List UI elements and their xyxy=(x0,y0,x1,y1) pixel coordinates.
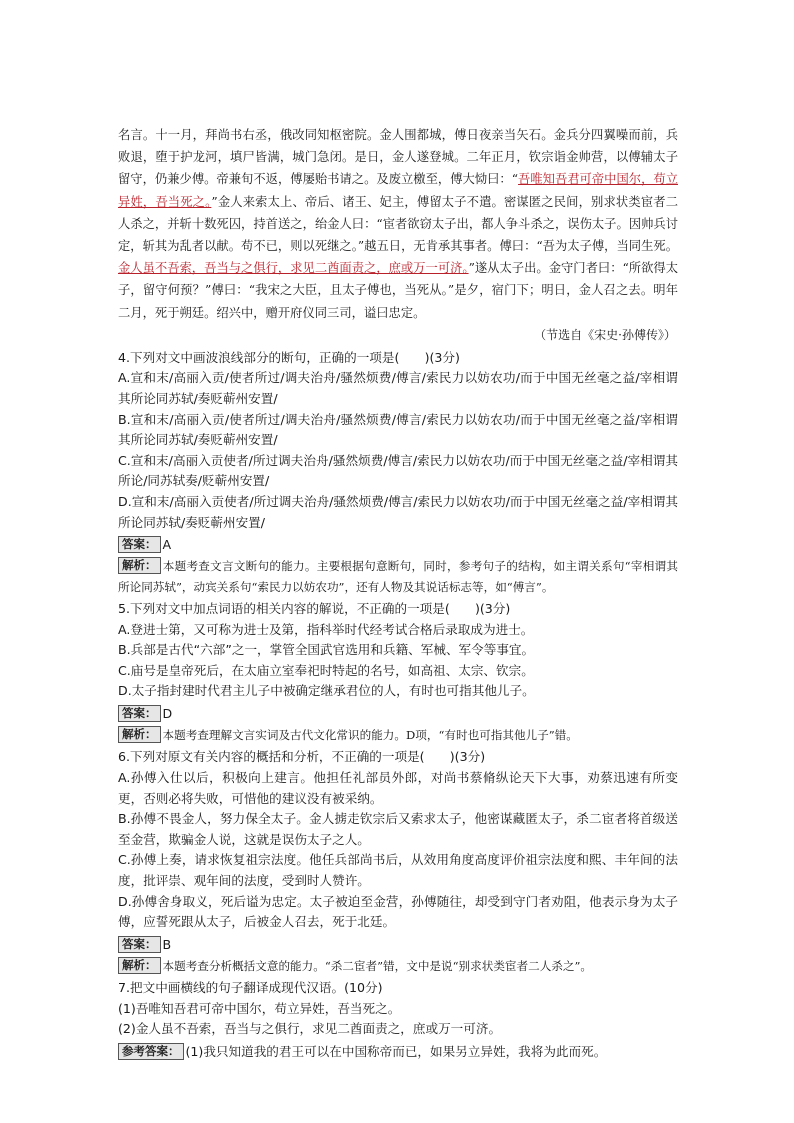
question-4-stem: 4.下列对文中画波浪线部分的断句，正确的一项是( )(3分) xyxy=(118,349,460,365)
explanation-text: 本题考查分析概括文意的能力。“杀二宦者”错，文中是说“别求状类宦者二人杀之”。 xyxy=(162,958,592,973)
question-6-option-d: D.孙傅舍身取义，死后谥为忠定。太子被迫至金营，孙傅随往，却受到守门者劝阻，他表示身为太子傅，应誓死跟从太子，后被金人召去，死于北廷。 xyxy=(118,893,678,930)
explanation-tag: 解析： xyxy=(118,557,161,574)
question-4-explanation xyxy=(118,556,678,597)
question-7-item-2: (2)金人虽不吾索，吾当与之俱行，求见二酋面责之，庶或万一可济。 xyxy=(118,1021,502,1037)
question-4-option-a: A.宣和末/高丽入贡/使者所过/调夫治舟/骚然烦费/傅言/索民力以妨农功/而于中国无丝毫之益/宰相谓其所论同苏轼/奏贬蕲州安置/ xyxy=(118,370,678,407)
answer-tag: 答案： xyxy=(118,936,161,953)
document-content xyxy=(118,124,678,1062)
explanation-tag: 解析： xyxy=(118,726,161,743)
underlined-sentence-1: 吾唯知吾君可帝中国尔，苟立异姓，吾当死之。 xyxy=(118,172,678,209)
question-7-ref-answer xyxy=(118,1041,678,1062)
question-4-option-c: C.宣和末/高丽入贡使者/所过调夫治舟/骚然烦费/傅言/索民力以妨农功/而于中国无丝毫之益/宰相谓其所论/同苏轼奏/贬蕲州安置/ xyxy=(118,452,678,489)
explanation-tag: 解析： xyxy=(118,957,161,974)
ref-answer-tag: 参考答案： xyxy=(118,1043,184,1060)
passage-text-3: ”遂从太子出。金守门者曰：“所欲得太子，留守何预？”傅曰：“我宋之大臣，且太子傅也，当死从。”是夕，宿门下；明日，金人召之去。明年二月，死于朔廷。绍兴中，赠开府仪同三司，谥曰忠定。 xyxy=(118,261,678,320)
question-5-explanation xyxy=(118,725,678,745)
passage-text-1: 名言。十一月，拜尚书右丞，俄改同知枢密院。金人围都城，傅日夜亲当矢石。金兵分四翼噪而前，兵败退，堕于护龙河，填尸皆满，城门急闭。是日，金人遂登城。二年正月，钦宗诣金帅营，以傅辅太子留守，仍兼少傅。帝兼旬不返，傅屡贻书请之。及废立檄至，傅大恸曰：“ xyxy=(118,128,678,187)
answer-tag: 答案： xyxy=(118,705,161,722)
question-4 xyxy=(118,348,678,597)
classical-passage xyxy=(118,124,678,346)
question-6-stem: 6.下列对原文有关内容的概括和分析，不正确的一项是( )(3分) xyxy=(118,749,486,765)
question-5-answer xyxy=(118,703,678,724)
question-4-option-b: B.宣和末/高丽入贡/使者所过/调夫治舟/骚然烦费/傅言/索民力以妨农功/而于中国无丝毫之益/宰相谓其所论同苏轼/奏贬蕲州安置/ xyxy=(118,411,678,448)
question-5-option-d: D.太子指封建时代君主儿子中被确定继承君位的人，有时也可指其他儿子。 xyxy=(118,683,535,699)
question-5-stem: 5.下列对文中加点词语的相关内容的解说，不正确的一项是( )(3分) xyxy=(118,600,511,616)
answer-value: B xyxy=(162,936,172,952)
explanation-text: 本题考查文言文断句的能力。主要根据句意断句，同时，参考句子的结构，如主谓关系句“宰相谓其所论同苏轼”，动宾关系句“索民力以妨农功”，还有人物及其说话标志等，如“傅言”。 xyxy=(118,559,678,594)
question-4-answer xyxy=(118,534,678,555)
question-6-option-a: A.孙傅入仕以后，积极向上建言。他担任礼部员外郎，对尚书蔡脩纵论天下大事，劝蔡迅速有所变更，否则必将失败，可惜他的建议没有被采纳。 xyxy=(118,769,678,806)
answer-value: D xyxy=(162,705,173,721)
answer-value: A xyxy=(162,537,172,553)
question-6-option-b: B.孙傅不畏金人，努力保全太子。金人掳走钦宗后又索求太子，他密谋藏匿太子，杀二宦者将首级送至金营，欺骗金人说，这就是误伤太子之人。 xyxy=(118,811,678,847)
question-6-option-c: C.孙傅上奏，请求恢复祖宗法度。他任兵部尚书后，从效用角度高度评价祖宗法度和熙、丰年间的法度，批评崇、观年间的法度，受到时人赞许。 xyxy=(118,852,678,888)
passage-paragraph xyxy=(118,124,678,324)
question-6-answer xyxy=(118,934,678,955)
underlined-sentence-2: 金人虽不吾索，吾当与之俱行，求见二酋面责之，庶或万一可济。 xyxy=(118,261,469,276)
question-6-explanation xyxy=(118,956,678,976)
question-7-item-1: (1)吾唯知吾君可帝中国尔，苟立异姓，吾当死之。 xyxy=(118,1000,401,1016)
question-5 xyxy=(118,599,678,745)
question-4-option-d: D.宣和末/高丽入贡使者/所过调夫治舟/骚然烦费/傅言/索民力以妨农功/而于中国无丝毫之益/宰相谓其所论同苏轼/奏贬蕲州安置/ xyxy=(118,493,678,530)
passage-source: （节选自《宋史·孙傅传》） xyxy=(534,327,676,342)
passage-text-2: ”金人来索太上、帝后、诸王、妃主，傅留太子不遣。密谋匿之民间，别求状类宦者二人杀之，并斩十数死囚，持首送之，绐金人曰：“宦者欲窃太子出，都人争斗杀之，误伤太子。因帅兵讨定，斩其为乱者以献。苟不已，则以死继之。”越五日，无肯承其事者。傅曰：“吾为太子傅，当同生死。 xyxy=(118,194,678,254)
question-6 xyxy=(118,747,678,976)
answer-tag: 答案： xyxy=(118,536,161,553)
question-5-option-a: A.登进士第，又可称为进士及第，指科举时代经考试合格后录取成为进士。 xyxy=(118,621,534,637)
explanation-text: 本题考查理解文言实词及古代文化常识的能力。D项，“有时也可指其他儿子”错。 xyxy=(162,727,578,742)
question-5-option-b: B.兵部是古代“六部”之一，掌管全国武官选用和兵籍、军械、军令等事宜。 xyxy=(118,642,535,658)
question-7-stem: 7.把文中画横线的句子翻译成现代汉语。(10分) xyxy=(118,980,383,996)
question-5-option-c: C.庙号是皇帝死后，在太庙立室奉祀时特起的名号，如高祖、太宗、钦宗。 xyxy=(118,662,534,678)
question-7 xyxy=(118,978,678,1062)
ref-answer-text: (1)我只知道我的君王可以在中国称帝而已，如果另立异姓，我将为此而死。 xyxy=(185,1043,607,1059)
